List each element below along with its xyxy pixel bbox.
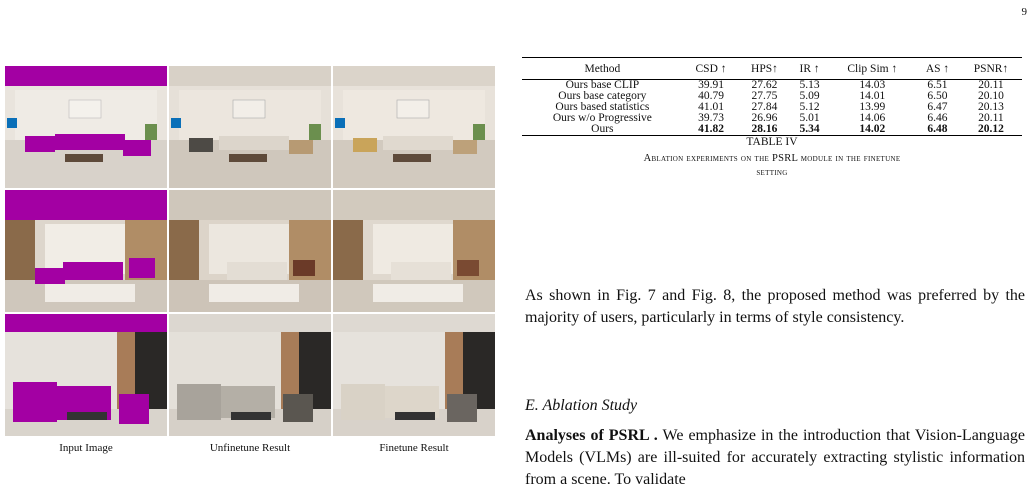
table-cell: 6.46 xyxy=(927,112,948,124)
table-caption-line-2: setting xyxy=(756,167,788,178)
header-hps: HPS↑ xyxy=(751,63,778,75)
figure-captions xyxy=(5,442,497,454)
table-caption xyxy=(522,152,1022,180)
table-cell: 6.51 xyxy=(927,79,948,91)
ablation-text: We emphasize in the introduction that Vision-Language Models (VLMs) are ill-suited for accurately extracting stylistic information from a scene. To validate xyxy=(525,427,1026,488)
table-cell: Ours base CLIP xyxy=(565,79,640,91)
ablation-paragraph xyxy=(525,425,1025,491)
table-cell: 14.06 xyxy=(859,112,886,124)
table-cell: 5.34 xyxy=(799,123,820,135)
header-csd: CSD ↑ xyxy=(695,63,727,75)
input-image-3 xyxy=(5,314,167,436)
table-cell: 41.01 xyxy=(698,101,724,113)
table-cell: 26.96 xyxy=(751,112,778,124)
unfinetune-result-1 xyxy=(169,66,331,188)
caption-input-image: Input Image xyxy=(59,442,113,454)
table-cell: 20.11 xyxy=(978,79,1004,91)
ablation-table xyxy=(522,57,1022,180)
caption-unfinetune-result: Unfinetune Result xyxy=(209,442,291,454)
input-image-1 xyxy=(5,66,167,188)
finetune-result-3 xyxy=(333,314,495,436)
table-cell: 13.99 xyxy=(859,101,886,113)
table-cell: 6.47 xyxy=(927,101,948,113)
table-cell: 5.09 xyxy=(799,90,820,102)
input-image-2 xyxy=(5,190,167,312)
table-cell: 40.79 xyxy=(698,90,724,102)
table-cell: Ours based statistics xyxy=(555,101,650,113)
finetune-result-2 xyxy=(333,190,495,312)
section-title: E. Ablation Study xyxy=(525,397,638,414)
table-cell: 20.13 xyxy=(978,101,1004,113)
table-cell: Ours base category xyxy=(558,90,647,102)
table-cell: 5.12 xyxy=(799,101,820,113)
table-cell: 41.82 xyxy=(698,123,724,135)
page-number: 9 xyxy=(1021,6,1027,18)
table-cell: 5.13 xyxy=(799,79,820,91)
table-cell: 6.50 xyxy=(927,90,948,102)
table-label: TABLE IV xyxy=(746,136,798,148)
table-cell: Ours w/o Progressive xyxy=(552,112,652,124)
table-row xyxy=(522,124,1022,136)
table-cell: 39.91 xyxy=(698,79,724,91)
header-clip-sim: Clip Sim ↑ xyxy=(847,63,898,75)
figure-row-2 xyxy=(5,190,497,312)
table-cell: 14.01 xyxy=(859,90,886,102)
table-header-row xyxy=(522,58,1022,80)
header-method: Method xyxy=(584,63,621,75)
figure-grid xyxy=(5,66,497,454)
figure-row-3 xyxy=(5,314,497,436)
header-ir: IR ↑ xyxy=(799,63,820,75)
table-cell: 20.11 xyxy=(978,112,1004,124)
table-cell: 20.10 xyxy=(978,90,1004,102)
unfinetune-result-3 xyxy=(169,314,331,436)
table-cell: 14.03 xyxy=(859,79,886,91)
finetune-result-1 xyxy=(333,66,495,188)
unfinetune-result-2 xyxy=(169,190,331,312)
table-cell: 28.16 xyxy=(751,123,778,135)
table-cell: 6.48 xyxy=(927,123,948,135)
table-cell: 20.12 xyxy=(978,123,1004,135)
caption-finetune-result: Finetune Result xyxy=(379,442,449,454)
ablation-lead: Analyses of PSRL . xyxy=(525,427,658,444)
header-as: AS ↑ xyxy=(925,63,950,75)
figure-row-1 xyxy=(5,66,497,188)
table-cell: 14.02 xyxy=(859,123,886,135)
results-table xyxy=(522,57,1022,136)
table-cell: 27.62 xyxy=(751,79,778,91)
table-cell: Ours xyxy=(591,123,614,135)
table-cell: 5.01 xyxy=(799,112,820,124)
header-psnr: PSNR↑ xyxy=(973,63,1009,75)
table-cell: 27.84 xyxy=(751,101,778,113)
table-caption-line-1: Ablation experiments on the PSRL module in the finetune xyxy=(643,153,901,164)
user-study-paragraph: As shown in Fig. 7 and Fig. 8, the proposed method was preferred by the majority of users, particularly in terms of style consistency. xyxy=(525,287,1025,326)
table-cell: 39.73 xyxy=(698,112,724,124)
table-cell: 27.75 xyxy=(751,90,778,102)
